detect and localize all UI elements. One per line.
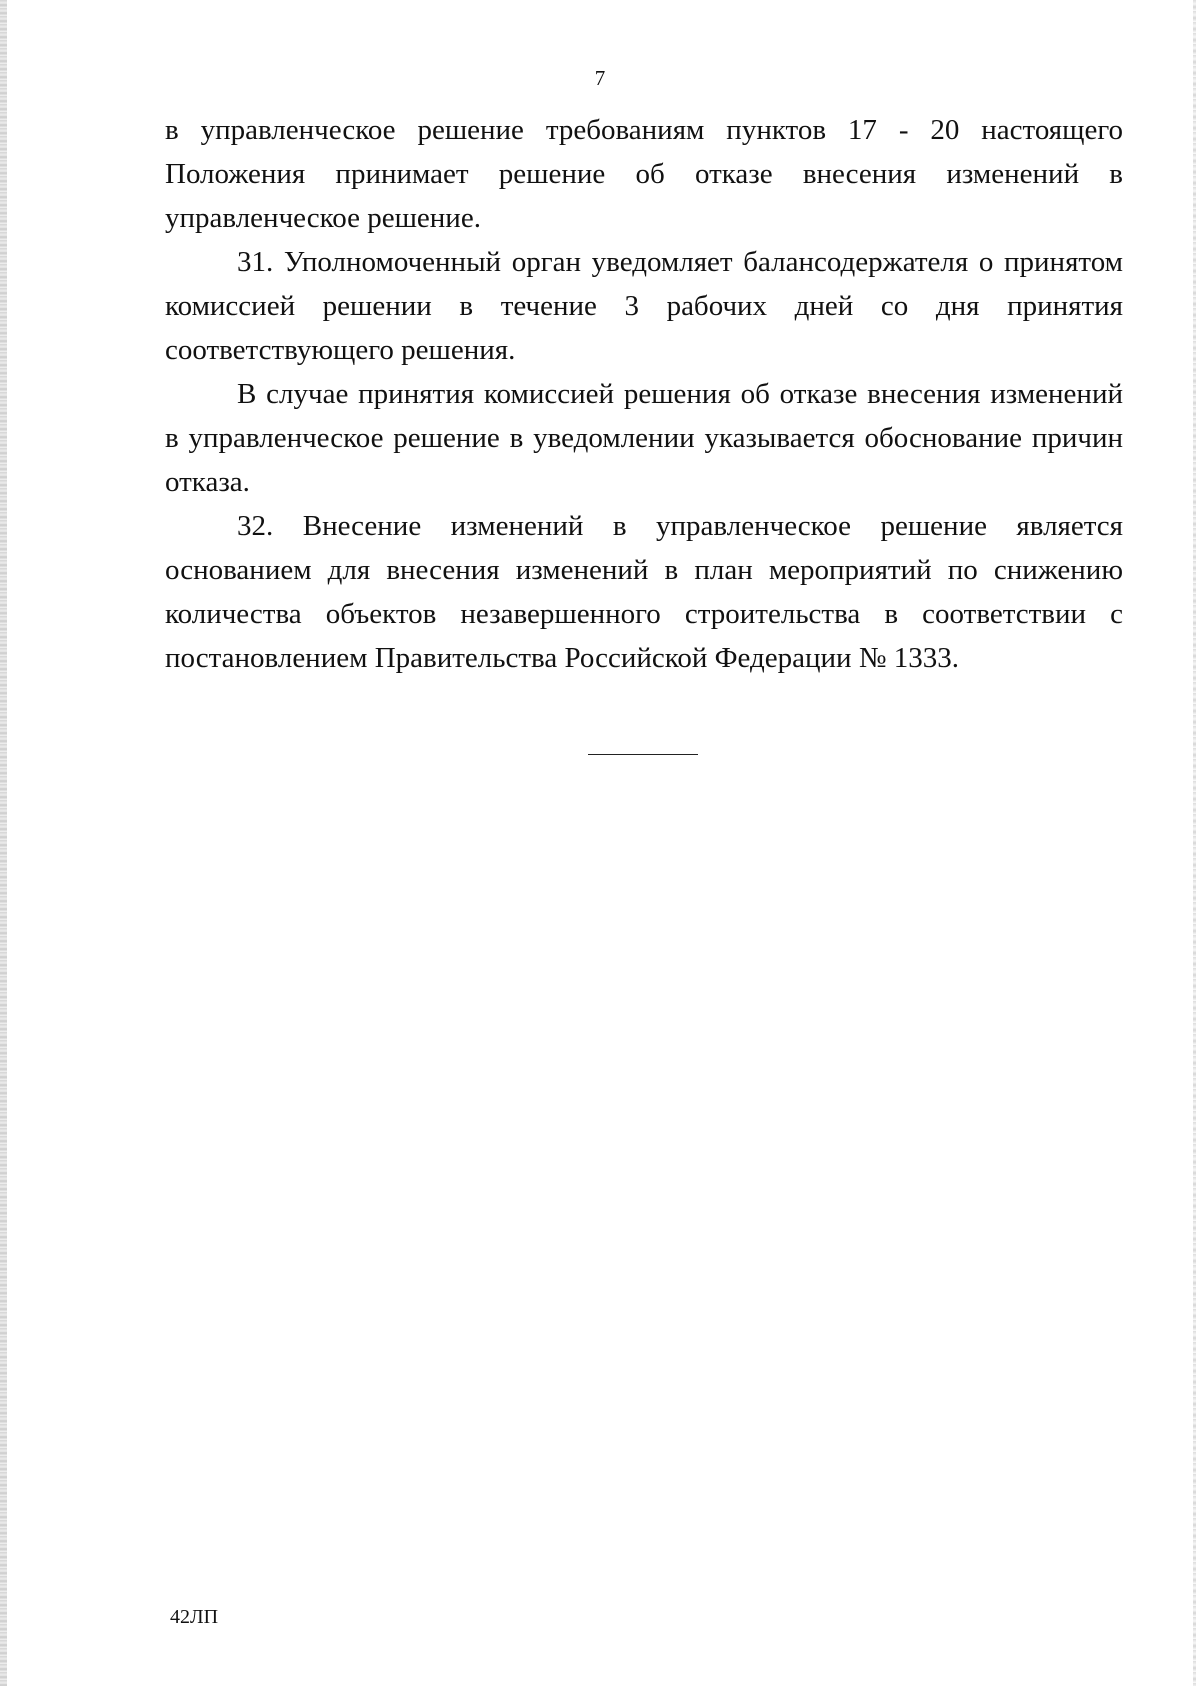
scan-edge-right — [1193, 0, 1196, 1686]
end-separator-line — [588, 754, 698, 755]
paragraph-continuation: в управленческое решение требованиям пунктов 17 - 20 настоящего Положения принимает решение об отказе внесения изменений в управленческое решение. — [165, 114, 1123, 234]
paragraph-item-32: 32. Внесение изменений в управленческое решение является основанием для внесения изменений в план мероприятий по снижению количества объектов незавершенного строительства в соответствии с постановлением Правительства Российской Федерации № 1333. — [165, 510, 1123, 674]
paragraph-refusal-notice: В случае принятия комиссией решения об отказе внесения изменений в управленческое решение в уведомлении указывается обоснование причин отказа. — [165, 378, 1123, 498]
footer-document-code: 42ЛП — [170, 1606, 219, 1628]
paragraph-item-31: 31. Уполномоченный орган уведомляет балансодержателя о принятом комиссией решении в течение 3 рабочих дней со дня принятия соответствующего решения. — [165, 246, 1123, 366]
document-body — [165, 108, 1123, 680]
page-number: 7 — [594, 66, 606, 90]
scan-edge-left — [0, 0, 7, 1686]
